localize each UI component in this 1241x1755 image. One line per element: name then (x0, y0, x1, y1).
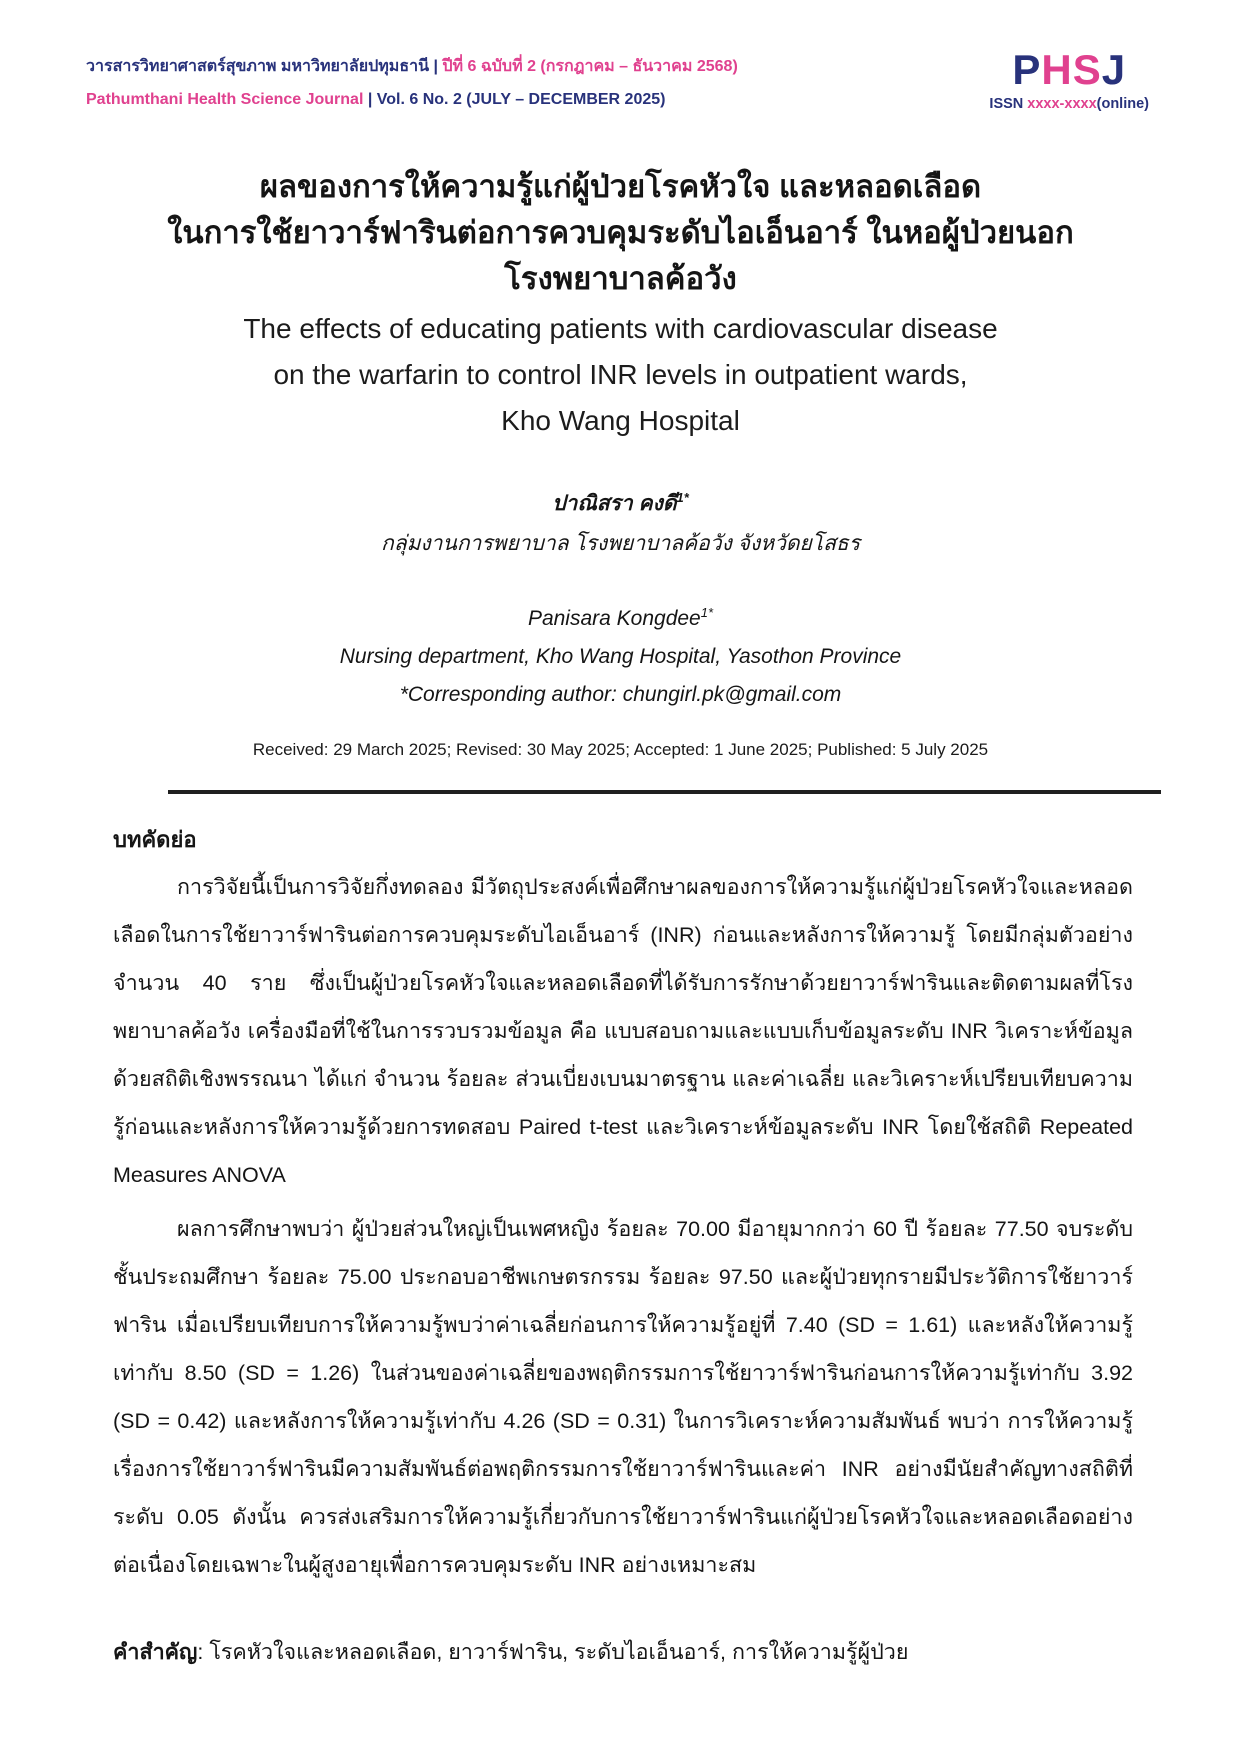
logo-letter-j: J (1101, 46, 1127, 93)
title-english-line-1: The effects of educating patients with cardiovascular disease (243, 313, 998, 344)
issn-label: ISSN (989, 96, 1028, 112)
journal-identity (86, 50, 738, 116)
journal-name-thai: วารสารวิทยาศาสตร์สุขภาพ มหาวิทยาลัยปทุมธานี (86, 58, 429, 75)
logo-letter-h: H (1041, 46, 1073, 93)
separator-rule (168, 790, 1161, 794)
author-name-english (0, 594, 1241, 638)
title-english-line-2: on the warfarin to control INR levels in outpatient wards, (273, 359, 968, 390)
article-title-block (0, 164, 1241, 444)
title-thai-line-3: โรงพยาบาลค้อวัง (504, 261, 737, 296)
abstract-paragraph-2: ผลการศึกษาพบว่า ผู้ป่วยส่วนใหญ่เป็นเพศหญิง ร้อยละ 70.00 มีอายุมากกว่า 60 ปี ร้อยละ 77.50 จบระดับชั้นประถมศึกษา ร้อยละ 75.00 ประกอบอาชีพเกษตรกรรม ร้อยละ 97.50 และผู้ป่วยทุกรายมีประวัติการใช้ยาวาร์ฟาริน เมื่อเปรียบเทียบการให้ความรู้พบว่าค่าเฉลี่ยก่อนการให้ความรู้อยู่ที่ 7.40 (SD = 1.61) และหลังให้ความรู้เท่ากับ 8.50 (SD = 1.26) ในส่วนของค่าเฉลี่ยของพฤติกรรมการใช้ยาวาร์ฟารินก่อนการให้ความรู้เท่ากับ 3.92 (SD = 0.42) และหลังการให้ความรู้เท่ากับ 4.26 (SD = 0.31) ในการวิเคราะห์ความสัมพันธ์ พบว่า การให้ความรู้เรื่องการใช้ยาวาร์ฟารินมีความสัมพันธ์ต่อพฤติกรรมการใช้ยาวาร์ฟารินและค่า INR อย่างมีนัยสำคัญทางสถิติที่ระดับ 0.05 ดังนั้น ควรส่งเสริมการให้ความรู้เกี่ยวกับการใช้ยาวาร์ฟารินแก่ผู้ป่วยโรคหัวใจและหลอดเลือดอย่างต่อเนื่องโดยเฉพาะในผู้สูงอายุเพื่อการควบคุมระดับ INR อย่างเหมาะสม (113, 1217, 1133, 1577)
author-name-english-text: Panisara Kongdee (527, 607, 701, 630)
title-english (0, 306, 1241, 444)
issn-suffix: (online) (1096, 96, 1149, 112)
abstract-paragraph-1: การวิจัยนี้เป็นการวิจัยกึ่งทดลอง มีวัตถุประสงค์เพื่อศึกษาผลของการให้ความรู้แก่ผู้ป่วยโรคหัวใจและหลอดเลือดในการใช้ยาวาร์ฟารินต่อการควบคุมระดับไอเอ็นอาร์ (INR) ก่อนและหลังการให้ความรู้ โดยมีกลุ่มตัวอย่างจำนวน 40 ราย ซึ่งเป็นผู้ป่วยโรคหัวใจและหลอดเลือดที่ได้รับการรักษาด้วยยาวาร์ฟารินและติดตามผลที่โรงพยาบาลค้อวัง เครื่องมือที่ใช้ในการรวบรวมข้อมูล คือ แบบสอบถามและแบบเก็บข้อมูลระดับ INR วิเคราะห์ข้อมูลด้วยสถิติเชิงพรรณนา ได้แก่ จำนวน ร้อยละ ส่วนเบี่ยงเบนมาตรฐาน และค่าเฉลี่ย และวิเคราะห์เปรียบเทียบความรู้ก่อนและหลังการให้ความรู้ด้วยการทดสอบ Paired t-test และวิเคราะห์ข้อมูลระดับ INR โดยใช้สถิติ Repeated Measures ANOVA (113, 875, 1133, 1187)
title-thai-line-2: ในการใช้ยาวาร์ฟารินต่อการควบคุมระดับไอเอ็นอาร์ ในหอผู้ป่วยนอก (167, 215, 1074, 250)
author-affiliation-english: Nursing department, Kho Wang Hospital, Yasothon Province (339, 645, 902, 668)
author-block (0, 478, 1241, 714)
author-name-thai (0, 478, 1241, 524)
phsj-logo (989, 46, 1149, 93)
title-english-line-3: Kho Wang Hospital (501, 405, 740, 436)
author-name-thai-text: ปาณิสรา คงดี (552, 492, 677, 515)
issn-line (989, 96, 1149, 112)
divider: | (429, 58, 443, 75)
author-english-superscript: 1* (700, 605, 714, 620)
keywords-label: คำสำคัญ (113, 1640, 198, 1664)
logo-letter-p: P (1012, 46, 1042, 93)
author-english-group (0, 594, 1241, 714)
masthead (0, 0, 1241, 116)
keywords-separator: : (197, 1640, 210, 1664)
divider: | (363, 91, 377, 108)
journal-line-english (86, 83, 738, 116)
keywords-text: โรคหัวใจและหลอดเลือด, ยาวาร์ฟาริน, ระดับไอเอ็นอาร์, การให้ความรู้ผู้ป่วย (209, 1640, 909, 1664)
author-affiliation-thai: กลุ่มงานการพยาบาล โรงพยาบาลค้อวัง จังหวัดยโสธร (381, 532, 860, 555)
journal-line-thai (86, 50, 738, 83)
abstract-section (0, 822, 1241, 1589)
issue-info-english: Vol. 6 No. 2 (JULY – DECEMBER 2025) (376, 91, 666, 108)
issue-info-thai: ปีที่ 6 ฉบับที่ 2 (กรกฎาคม – ธันวาคม 2568) (442, 58, 738, 75)
issn-number: xxxx-xxxx (1027, 96, 1097, 112)
journal-name-english: Pathumthani Health Science Journal (86, 91, 364, 108)
article-dates-line: Received: 29 March 2025; Revised: 30 May 2025; Accepted: 1 June 2025; Published: 5 July 2025 (252, 740, 989, 759)
journal-logo (989, 46, 1149, 112)
author-thai-superscript: 1* (676, 490, 689, 505)
corresponding-author-line: *Corresponding author: chungirl.pk@gmail.com (399, 683, 842, 706)
keywords-line (0, 1635, 1241, 1669)
title-thai (0, 164, 1241, 302)
logo-letter-s: S (1072, 46, 1102, 93)
abstract-heading: บทคัดย่อ (113, 827, 197, 852)
title-thai-line-1: ผลของการให้ความรู้แก่ผู้ป่วยโรคหัวใจ และหลอดเลือด (259, 169, 982, 204)
